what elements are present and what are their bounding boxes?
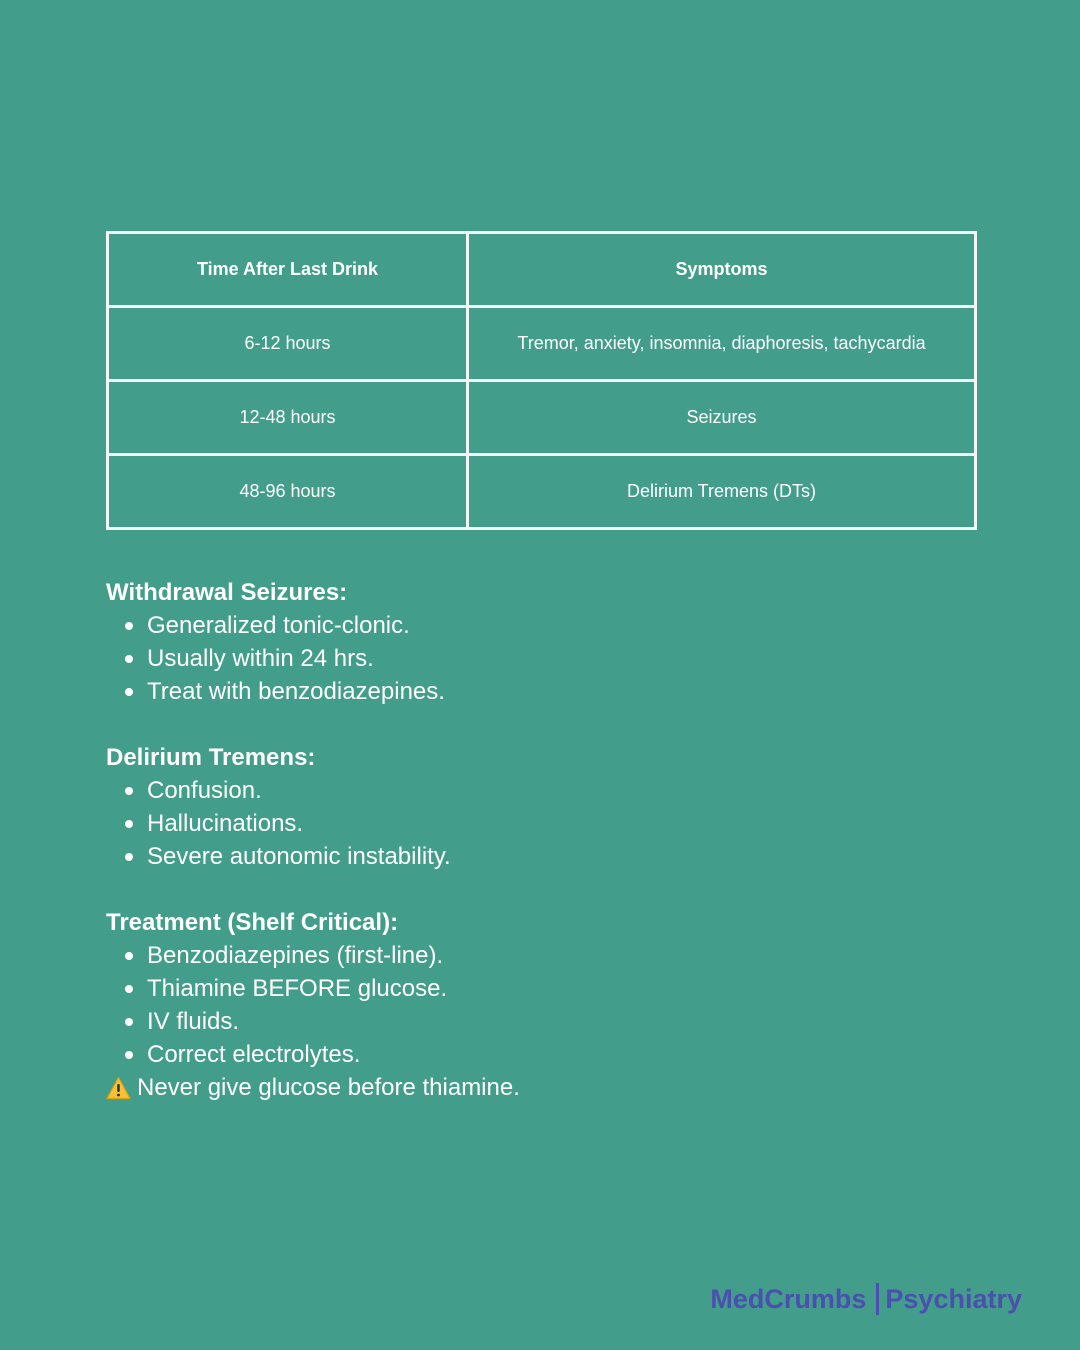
section-withdrawal-seizures [106,576,906,708]
symptoms-cell: Delirium Tremens (DTs) [468,455,976,529]
list-item [106,972,906,1005]
bullet-list [106,939,906,1071]
withdrawal-timeline-table [106,231,977,530]
section-title: Withdrawal Seizures: [106,579,348,606]
time-cell: 6-12 hours [108,307,468,381]
brand-section: Psychiatry [885,1284,1022,1314]
section-treatment [106,906,906,1104]
list-item-text: Thiamine BEFORE glucose. [147,975,448,1002]
table-row [108,307,976,381]
bullet-icon [125,820,133,828]
list-item [106,774,906,807]
warning-note [106,1071,906,1104]
bullet-list [106,774,906,873]
list-item-text: Treat with benzodiazepines. [147,678,445,705]
symptoms-cell: Seizures [468,381,976,455]
table-header-row [108,233,976,307]
bullet-icon [125,1018,133,1026]
bullet-icon [125,985,133,993]
section-title: Treatment (Shelf Critical): [106,909,399,936]
list-item [106,807,906,840]
list-item [106,675,906,708]
header-time-after-last-drink: Time After Last Drink [108,233,468,307]
bullet-icon [125,688,133,696]
brand-footer [710,1282,1022,1316]
list-item [106,609,906,642]
warning-text: Never give glucose before thiamine. [137,1074,520,1101]
list-item-text: Severe autonomic instability. [147,843,451,870]
bullet-icon [125,1051,133,1059]
bullet-list [106,609,906,708]
bullet-icon [125,787,133,795]
bullet-icon [125,853,133,861]
list-item [106,840,906,873]
table-row [108,381,976,455]
bullet-icon [125,622,133,630]
time-cell: 12-48 hours [108,381,468,455]
list-item-text: Usually within 24 hrs. [147,645,374,672]
list-item [106,1038,906,1071]
brand-name: MedCrumbs [710,1284,867,1314]
section-delirium-tremens [106,741,906,873]
table-row [108,455,976,529]
list-item-text: Correct electrolytes. [147,1041,361,1068]
warning-icon [106,1076,131,1100]
section-title: Delirium Tremens: [106,744,316,771]
time-cell: 48-96 hours [108,455,468,529]
notes-content [106,576,906,1104]
withdrawal-timeline-table-container [106,231,974,530]
header-symptoms: Symptoms [468,233,976,307]
bullet-icon [125,655,133,663]
list-item [106,642,906,675]
bullet-icon [125,952,133,960]
list-item-text: IV fluids. [147,1008,240,1035]
list-item-text: Confusion. [147,777,262,804]
list-item-text: Benzodiazepines (first-line). [147,942,444,969]
list-item [106,939,906,972]
list-item-text: Generalized tonic-clonic. [147,612,410,639]
brand-divider [876,1283,879,1315]
symptoms-cell: Tremor, anxiety, insomnia, diaphoresis, tachycardia [468,307,976,381]
list-item [106,1005,906,1038]
list-item-text: Hallucinations. [147,810,304,837]
